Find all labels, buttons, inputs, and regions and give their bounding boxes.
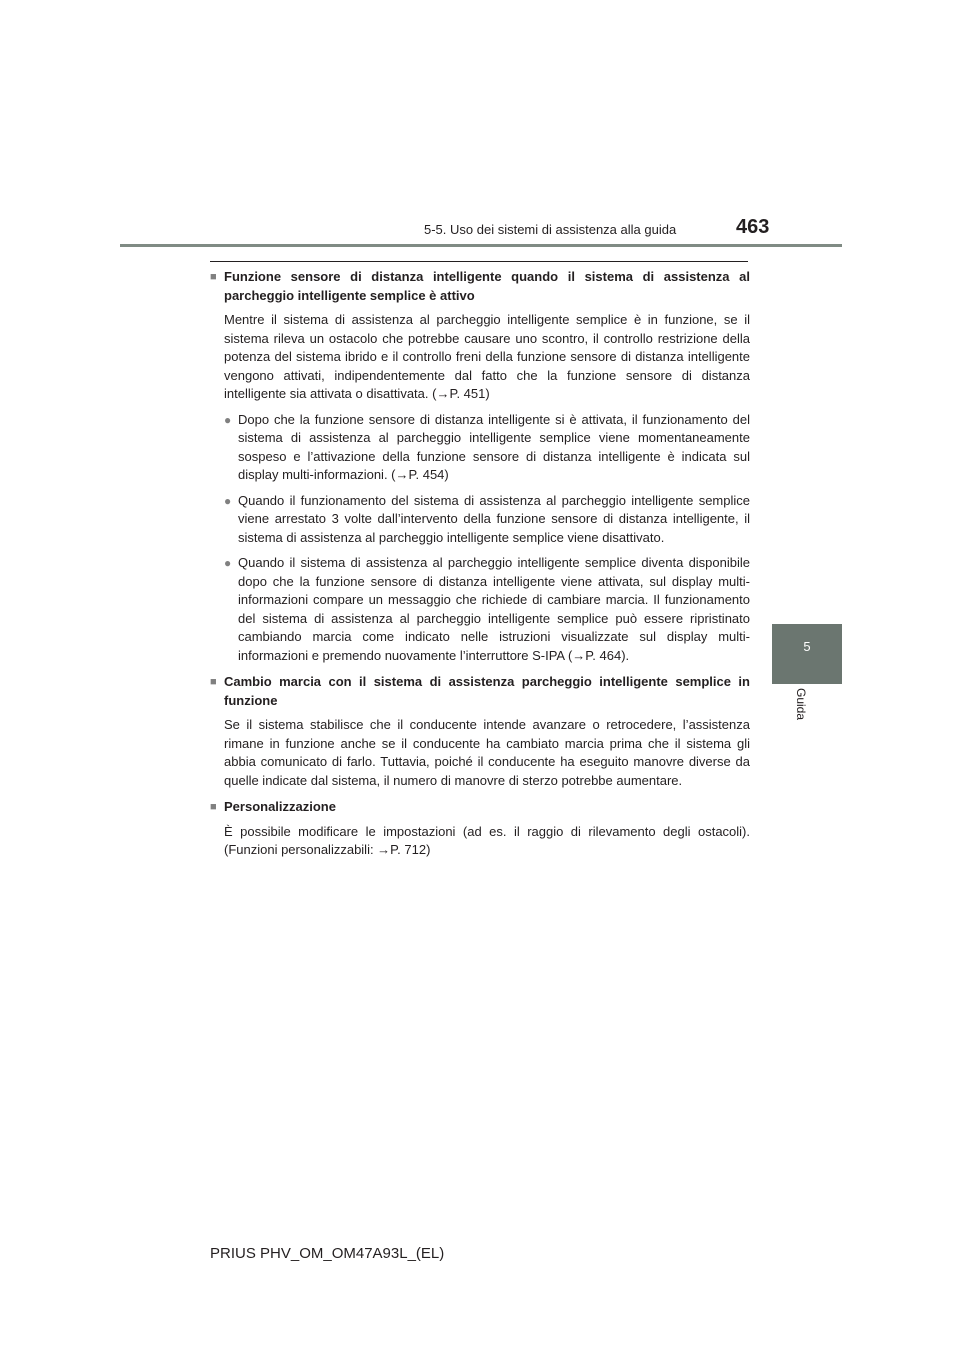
chapter-tab-label: Guida <box>794 688 808 721</box>
page-number: 463 <box>736 216 770 238</box>
list-item <box>224 492 750 548</box>
list-item-text: Quando il sistema di assistenza al parcheggio intelligente semplice diventa disponibile dopo che la funzione sensore di distanza intelligente viene attivata, sul display multi-informazioni compare un messaggio che richiede di cambiare marcia. Il funzionamento del sistema di assistenza al parcheggio intelligente semplice può essere ripristinato cambiando marcia come indicato nelle istruzioni visualizzate sul display multi-informazioni e premendo nuovamente l’interruttore S-IPA (→P. 464). <box>238 555 750 663</box>
chapter-side-tab <box>772 624 842 684</box>
square-bullet-icon: ■ <box>210 271 217 283</box>
content-top-rule <box>210 261 748 262</box>
list-item-text: Dopo che la funzione sensore di distanza intelligente si è attivata, il funzionamento del sistema di assistenza al parcheggio intelligente semplice viene momentaneamente sospeso e l’attivazione della funzione sensore di distanza intelligente è indicata sul display multi-informazioni. (→P. 454) <box>238 411 750 482</box>
circle-bullet-icon: ● <box>224 412 232 427</box>
list-item <box>224 411 750 485</box>
header-rule <box>120 244 842 247</box>
list-item-text: Quando il funzionamento del sistema di assistenza al parcheggio intelligente semplice viene arrestato 3 volte dall’intervento della funzione sensore di distanza intelligente, il sistema di assistenza al parcheggio intelligente semplice viene disattivato. <box>238 492 750 545</box>
page-content <box>210 268 750 868</box>
footer-document-code: PRIUS PHV_OM_OM47A93L_(EL) <box>210 1245 445 1262</box>
section-heading-text: Personalizzazione <box>224 799 336 814</box>
circle-bullet-icon: ● <box>224 556 232 570</box>
square-bullet-icon: ■ <box>210 801 217 813</box>
circle-bullet-icon: ● <box>224 493 232 508</box>
section-customization <box>210 798 750 860</box>
section-heading-text: Funzione sensore di distanza intelligente quando il sistema di assistenza al parcheggio intelligente semplice è attivo <box>224 269 750 303</box>
section-sensor-distance <box>210 268 750 665</box>
section-heading <box>210 268 750 305</box>
section-body: È possibile modificare le impostazioni (ad es. il raggio di rilevamento degli ostacoli). (Funzioni personalizzabili: →P. 712) <box>224 823 750 857</box>
section-heading <box>210 798 750 817</box>
section-gear-change <box>210 673 750 790</box>
section-heading-text: Cambio marcia con il sistema di assistenza parcheggio intelligente semplice in funzione <box>224 674 750 708</box>
header-section-title: 5-5. Uso dei sistemi di assistenza alla guida <box>424 222 677 237</box>
chapter-tab-number: 5 <box>803 639 811 654</box>
list-item <box>224 554 750 665</box>
section-body: Se il sistema stabilisce che il conducente intende avanzare o retrocedere, l’assistenza rimane in funzione anche se il conducente ha cambiato marcia prima che il sistema gli abbia comunicato di farlo. Tuttavia, poiché il conducente ha eseguito manovre diverse da quelle indicate dal sistema, il numero di manovre di sterzo potrebbe aumentare. <box>224 717 750 788</box>
section-heading <box>210 673 750 710</box>
section-body: Mentre il sistema di assistenza al parcheggio intelligente semplice è in funzione, se il sistema rileva un ostacolo che potrebbe causare uno scontro, il controllo restrizione della potenza del sistema ibrido e il controllo freni della funzione sensore di distanza intelligente vengono attivati, indipendentemente dal fatto che la funzione sensore di distanza intelligente sia attivata o disattivata. (→P. 451) <box>224 312 750 401</box>
square-bullet-icon: ■ <box>210 676 217 688</box>
